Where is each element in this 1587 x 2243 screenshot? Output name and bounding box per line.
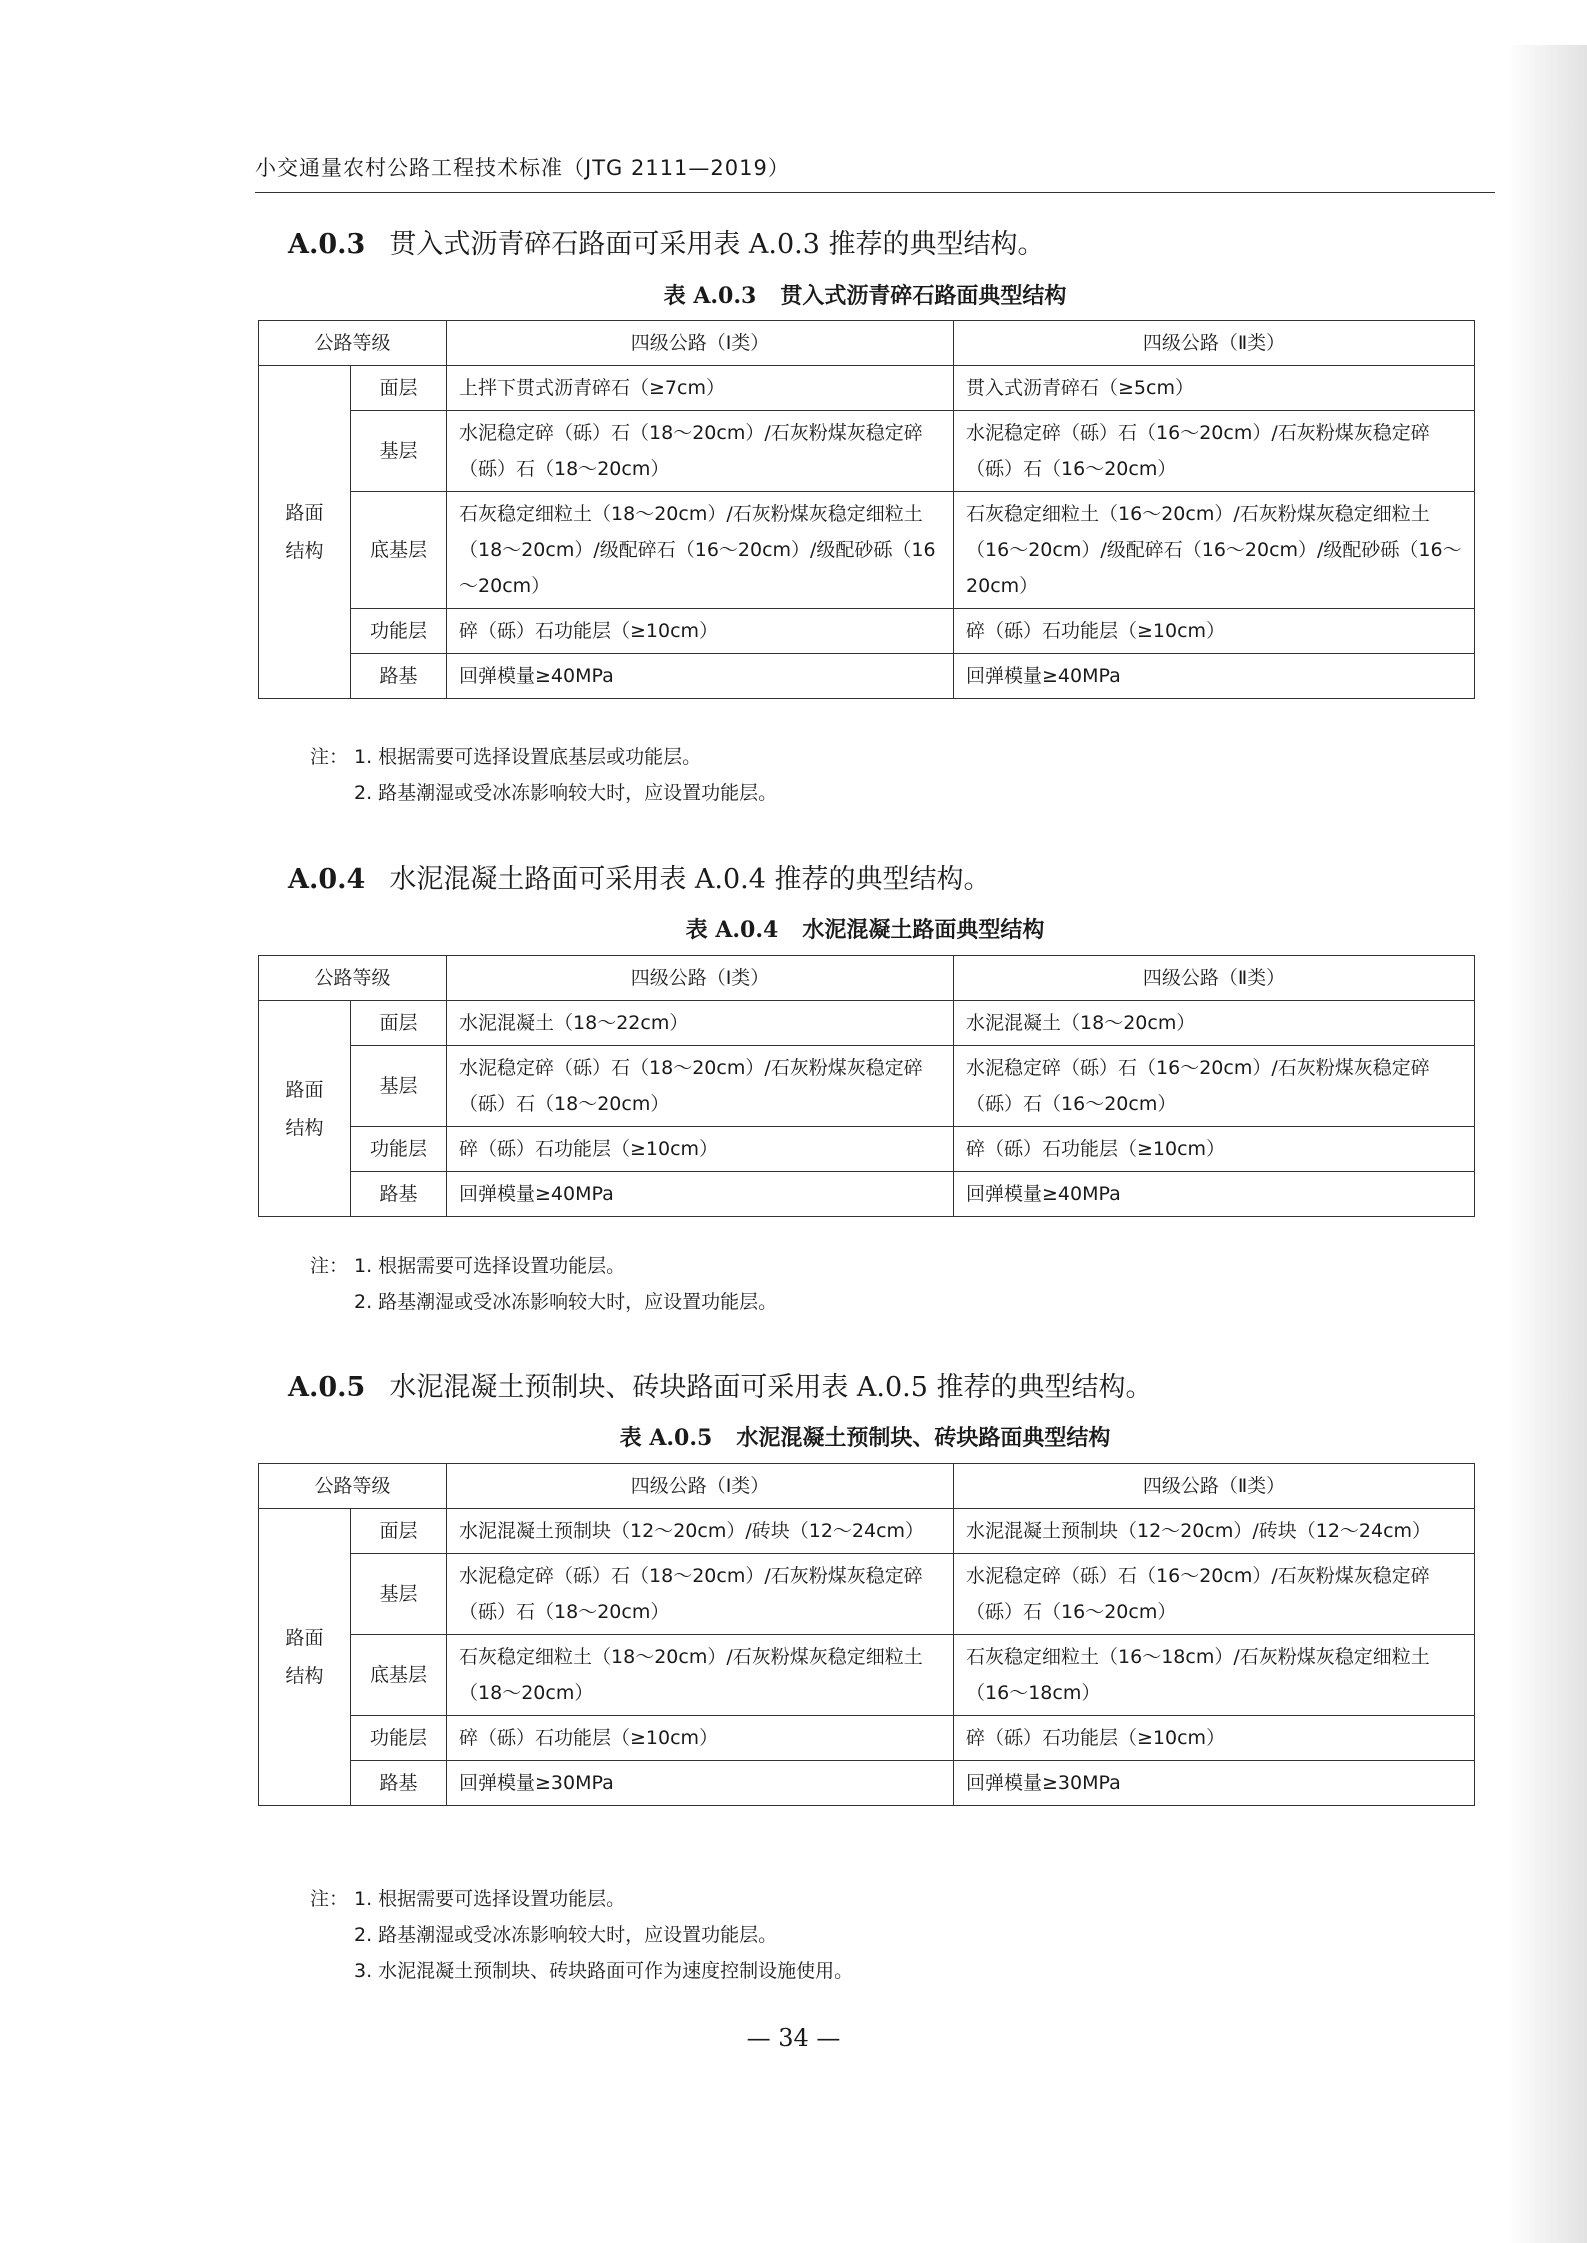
header-cell-class1: 四级公路（Ⅰ类） xyxy=(447,1464,954,1509)
table-caption-title: 水泥混凝土预制块、砖块路面典型结构 xyxy=(736,1425,1111,1451)
scan-edge-shadow xyxy=(1507,45,1587,2243)
group-label-cell: 路面结构 xyxy=(259,366,351,699)
table-row xyxy=(259,654,1475,699)
clause-a04 xyxy=(288,857,991,896)
table-header-row xyxy=(259,956,1475,1001)
table-row xyxy=(259,1001,1475,1046)
class1-cell: 水泥混凝土（18～22cm） xyxy=(447,1001,954,1046)
clause-number: A.0.3 xyxy=(288,229,366,260)
class2-cell: 水泥混凝土（18～20cm） xyxy=(954,1001,1475,1046)
table-a05 xyxy=(258,1463,1475,1806)
note-line xyxy=(310,1881,853,1917)
class1-cell: 水泥稳定碎（砾）石（18～20cm）/石灰粉煤灰稳定碎（砾）石（18～20cm） xyxy=(447,411,954,492)
layer-cell: 路基 xyxy=(351,1761,447,1806)
class2-cell: 碎（砾）石功能层（≥10cm） xyxy=(954,1716,1475,1761)
table-caption-title: 水泥混凝土路面典型结构 xyxy=(802,917,1045,943)
header-cell-grade: 公路等级 xyxy=(259,321,447,366)
layer-cell: 路基 xyxy=(351,1172,447,1217)
class2-cell: 回弹模量≥40MPa xyxy=(954,1172,1475,1217)
table-row xyxy=(259,1509,1475,1554)
class1-cell: 水泥混凝土预制块（12～20cm）/砖块（12～24cm） xyxy=(447,1509,954,1554)
note-text: 1. 根据需要可选择设置功能层。 xyxy=(354,1255,626,1277)
clause-number: A.0.5 xyxy=(288,1372,366,1403)
notes-prefix: 注： xyxy=(310,1255,349,1277)
header-cell-class2: 四级公路（Ⅱ类） xyxy=(954,1464,1475,1509)
class2-cell: 水泥混凝土预制块（12～20cm）/砖块（12～24cm） xyxy=(954,1509,1475,1554)
clause-a03 xyxy=(288,222,1045,261)
running-header: 小交通量农村公路工程技术标准（JTG 2111—2019） xyxy=(255,156,790,180)
header-cell-grade: 公路等级 xyxy=(259,1464,447,1509)
page-number: — 34 — xyxy=(746,2024,841,2052)
table-row xyxy=(259,1761,1475,1806)
clause-text: 贯入式沥青碎石路面可采用表 A.0.3 推荐的典型结构。 xyxy=(389,229,1045,260)
class1-cell: 水泥稳定碎（砾）石（18～20cm）/石灰粉煤灰稳定碎（砾）石（18～20cm） xyxy=(447,1554,954,1635)
class1-cell: 回弹模量≥40MPa xyxy=(447,1172,954,1217)
table-row xyxy=(259,366,1475,411)
note-line xyxy=(310,1953,853,1989)
layer-cell: 面层 xyxy=(351,1001,447,1046)
layer-cell: 面层 xyxy=(351,1509,447,1554)
layer-cell: 底基层 xyxy=(351,492,447,609)
class2-cell: 水泥稳定碎（砾）石（16～20cm）/石灰粉煤灰稳定碎（砾）石（16～20cm） xyxy=(954,411,1475,492)
layer-cell: 基层 xyxy=(351,411,447,492)
table-row xyxy=(259,1635,1475,1716)
class1-cell: 石灰稳定细粒土（18～20cm）/石灰粉煤灰稳定细粒土（18～20cm）/级配碎石（16～20cm）/级配砂砾（16～20cm） xyxy=(447,492,954,609)
class1-cell: 上拌下贯式沥青碎石（≥7cm） xyxy=(447,366,954,411)
class1-cell: 碎（砾）石功能层（≥10cm） xyxy=(447,1127,954,1172)
table-row xyxy=(259,609,1475,654)
note-line xyxy=(310,775,777,811)
note-text: 2. 路基潮湿或受冰冻影响较大时，应设置功能层。 xyxy=(354,782,778,804)
table-row xyxy=(259,1554,1475,1635)
class1-cell: 石灰稳定细粒土（18～20cm）/石灰粉煤灰稳定细粒土（18～20cm） xyxy=(447,1635,954,1716)
table-caption-number: 表 A.0.4 xyxy=(685,917,779,943)
table-row xyxy=(259,411,1475,492)
clause-text: 水泥混凝土路面可采用表 A.0.4 推荐的典型结构。 xyxy=(389,864,991,895)
class2-cell: 水泥稳定碎（砾）石（16～20cm）/石灰粉煤灰稳定碎（砾）石（16～20cm） xyxy=(954,1046,1475,1127)
note-line xyxy=(310,1284,777,1320)
note-line xyxy=(310,1917,853,1953)
table-caption-title: 贯入式沥青碎石路面典型结构 xyxy=(780,283,1067,309)
table-caption-a04 xyxy=(255,913,1475,944)
layer-cell: 基层 xyxy=(351,1046,447,1127)
class2-cell: 回弹模量≥30MPa xyxy=(954,1761,1475,1806)
header-rule xyxy=(255,192,1495,193)
notes-prefix: 注： xyxy=(310,1888,349,1910)
table-row xyxy=(259,1716,1475,1761)
class1-cell: 碎（砾）石功能层（≥10cm） xyxy=(447,1716,954,1761)
table-row xyxy=(259,1127,1475,1172)
notes-a03 xyxy=(310,739,777,811)
table-a04 xyxy=(258,955,1475,1217)
layer-cell: 路基 xyxy=(351,654,447,699)
class1-cell: 碎（砾）石功能层（≥10cm） xyxy=(447,609,954,654)
class2-cell: 贯入式沥青碎石（≥5cm） xyxy=(954,366,1475,411)
notes-a04 xyxy=(310,1248,777,1320)
clause-text: 水泥混凝土预制块、砖块路面可采用表 A.0.5 推荐的典型结构。 xyxy=(389,1372,1153,1403)
class2-cell: 碎（砾）石功能层（≥10cm） xyxy=(954,1127,1475,1172)
class2-cell: 石灰稳定细粒土（16～20cm）/石灰粉煤灰稳定细粒土（16～20cm）/级配碎石（16～20cm）/级配砂砾（16～20cm） xyxy=(954,492,1475,609)
layer-cell: 功能层 xyxy=(351,609,447,654)
header-cell-class2: 四级公路（Ⅱ类） xyxy=(954,321,1475,366)
note-text: 2. 路基潮湿或受冰冻影响较大时，应设置功能层。 xyxy=(354,1291,778,1313)
layer-cell: 面层 xyxy=(351,366,447,411)
class1-cell: 水泥稳定碎（砾）石（18～20cm）/石灰粉煤灰稳定碎（砾）石（18～20cm） xyxy=(447,1046,954,1127)
note-text: 1. 根据需要可选择设置底基层或功能层。 xyxy=(354,746,702,768)
table-row xyxy=(259,1046,1475,1127)
notes-a05 xyxy=(310,1881,853,1989)
table-caption-number: 表 A.0.3 xyxy=(663,283,757,309)
header-cell-class1: 四级公路（Ⅰ类） xyxy=(447,321,954,366)
header-cell-class2: 四级公路（Ⅱ类） xyxy=(954,956,1475,1001)
note-text: 3. 水泥混凝土预制块、砖块路面可作为速度控制设施使用。 xyxy=(354,1960,854,1982)
table-caption-a05 xyxy=(255,1421,1475,1452)
clause-a05 xyxy=(288,1365,1153,1404)
table-a03 xyxy=(258,320,1475,699)
header-cell-grade: 公路等级 xyxy=(259,956,447,1001)
group-label-cell: 路面结构 xyxy=(259,1509,351,1806)
table-header-row xyxy=(259,321,1475,366)
class2-cell: 碎（砾）石功能层（≥10cm） xyxy=(954,609,1475,654)
header-cell-class1: 四级公路（Ⅰ类） xyxy=(447,956,954,1001)
note-text: 1. 根据需要可选择设置功能层。 xyxy=(354,1888,626,1910)
note-line xyxy=(310,1248,777,1284)
class2-cell: 石灰稳定细粒土（16～18cm）/石灰粉煤灰稳定细粒土（16～18cm） xyxy=(954,1635,1475,1716)
class2-cell: 水泥稳定碎（砾）石（16～20cm）/石灰粉煤灰稳定碎（砾）石（16～20cm） xyxy=(954,1554,1475,1635)
note-text: 2. 路基潮湿或受冰冻影响较大时，应设置功能层。 xyxy=(354,1924,778,1946)
note-line xyxy=(310,739,777,775)
layer-cell: 基层 xyxy=(351,1554,447,1635)
table-caption-number: 表 A.0.5 xyxy=(619,1425,713,1451)
class1-cell: 回弹模量≥40MPa xyxy=(447,654,954,699)
table-caption-a03 xyxy=(255,279,1475,310)
layer-cell: 底基层 xyxy=(351,1635,447,1716)
class1-cell: 回弹模量≥30MPa xyxy=(447,1761,954,1806)
group-label-cell: 路面结构 xyxy=(259,1001,351,1217)
table-row xyxy=(259,492,1475,609)
table-header-row xyxy=(259,1464,1475,1509)
layer-cell: 功能层 xyxy=(351,1127,447,1172)
table-row xyxy=(259,1172,1475,1217)
layer-cell: 功能层 xyxy=(351,1716,447,1761)
clause-number: A.0.4 xyxy=(288,864,366,895)
notes-prefix: 注： xyxy=(310,746,349,768)
class2-cell: 回弹模量≥40MPa xyxy=(954,654,1475,699)
